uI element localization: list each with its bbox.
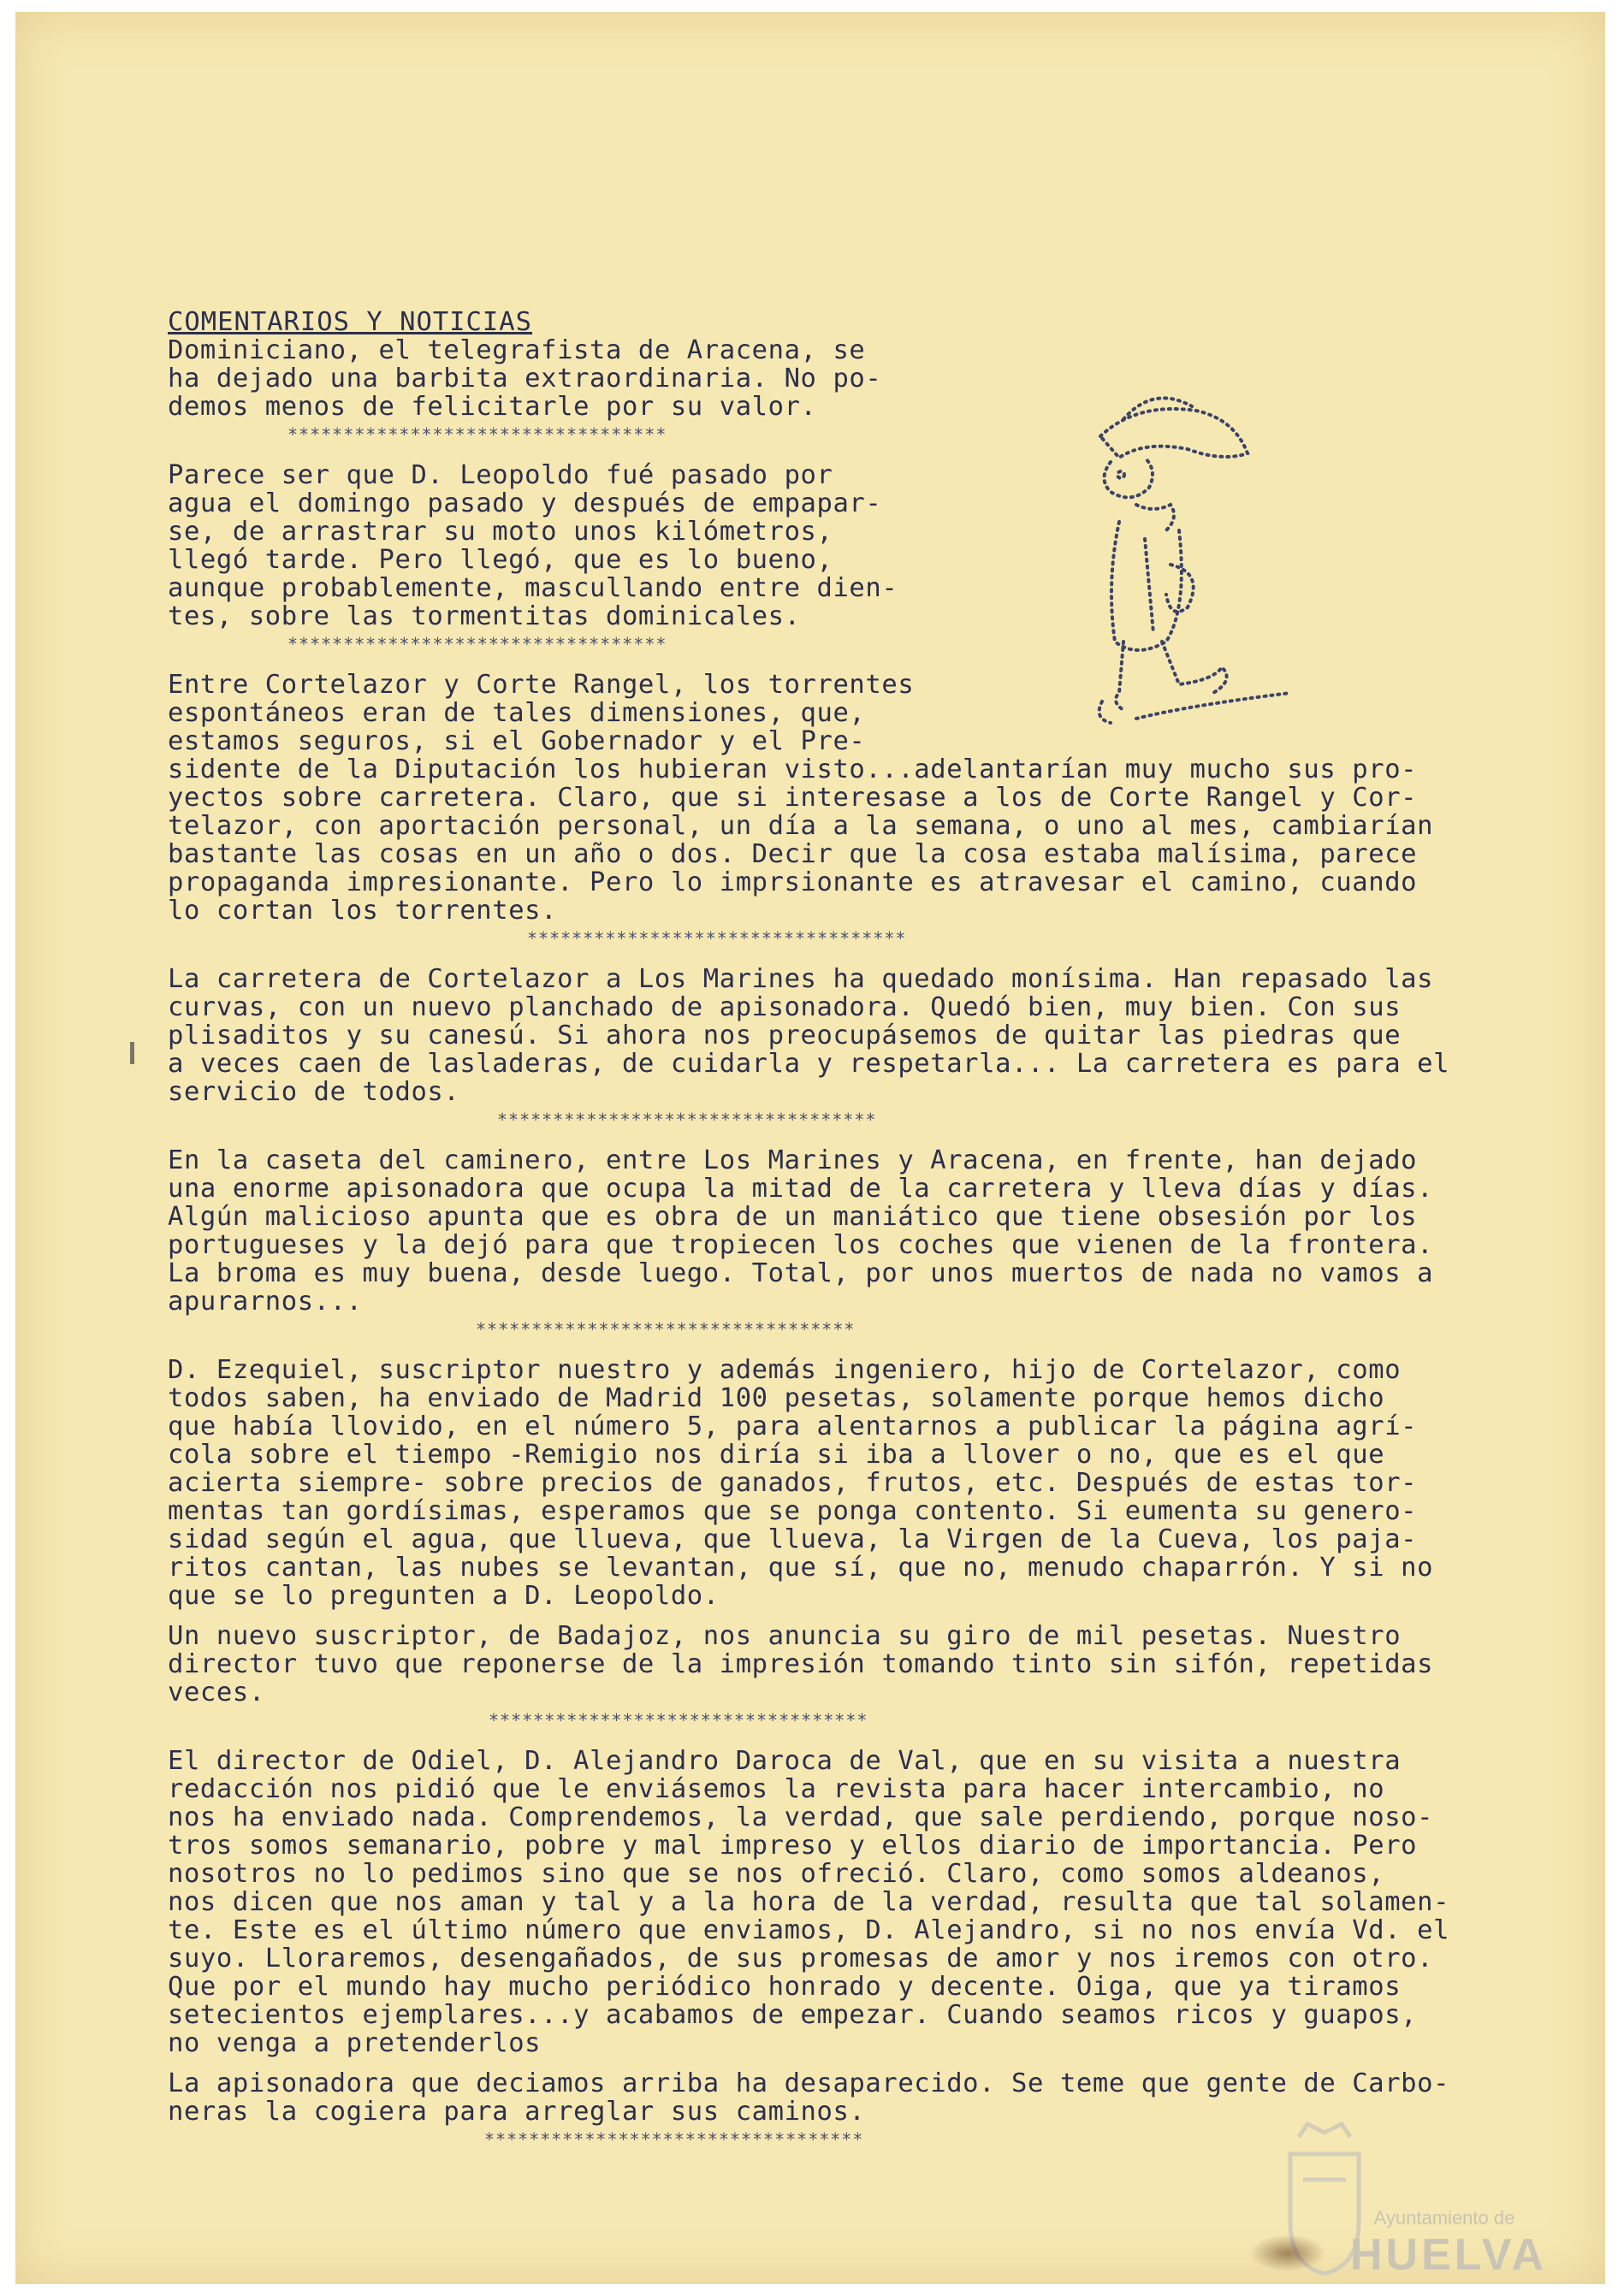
text-line: Parece ser que D. Leopoldo fué pasado por	[168, 460, 833, 490]
text-line: Dominiciano, el telegrafista de Aracena, se	[168, 335, 866, 365]
paragraph-5	[168, 1146, 1520, 1316]
ink-stain	[1249, 2234, 1326, 2272]
watermark-line-1: Ayuntamiento de	[1373, 2207, 1515, 2228]
text-line: curvas, con un nuevo planchado de apisonadora. Quedó bien, muy bien. Con sus	[168, 992, 1402, 1022]
separator: **********************************	[287, 634, 667, 654]
paragraph-6	[168, 1356, 1520, 1610]
text-line: llegó tarde. Pero llegó, que es lo bueno,	[168, 545, 833, 575]
text-line: tros somos semanario, pobre y mal impreso y ellos diario de importancia. Pero	[168, 1831, 1418, 1861]
text-line: La carretera de Cortelazor a Los Marines ha quedado monísima. Han repasado las	[168, 964, 1434, 994]
text-line: Entre Cortelazor y Corte Rangel, los torrentes	[168, 670, 915, 700]
text-line: propaganda impresionante. Pero lo imprsionante es atravesar el camino, cuando	[168, 867, 1418, 897]
text-line: aunque probablemente, mascullando entre dien-	[168, 573, 898, 603]
separator: **********************************	[287, 424, 667, 445]
text-line: D. Ezequiel, suscriptor nuestro y además ingeniero, hijo de Cortelazor, como	[168, 1355, 1402, 1385]
text-line: se, de arrastrar su moto unos kilómetros,	[168, 517, 833, 547]
paragraph-9	[168, 2069, 1520, 2126]
text-line: ha dejado una barbita extraordinaria. No po-	[168, 364, 882, 394]
text-line: espontáneos eran de tales dimensiones, que,	[168, 698, 866, 728]
text-line: director tuvo que reponerse de la impresión tomando tinto sin sifón, repetidas	[168, 1649, 1434, 1679]
text-line: redacción nos pidió que le enviásemos la revista para hacer intercambio, no	[168, 1774, 1385, 1804]
text-line: servicio de todos.	[168, 1077, 460, 1107]
text-line: suyo. Lloraremos, desengañados, de sus promesas de amor y nos iremos con otro.	[168, 1944, 1434, 1973]
text-line: nos dicen que nos aman y tal y a la hora de la verdad, resulta que tal solamen-	[168, 1887, 1450, 1917]
text-line: una enorme apisonadora que ocupa la mitad de la carretera y lleva días y días.	[168, 1174, 1434, 1204]
text-line: apurarnos...	[168, 1287, 363, 1317]
text-line: nosotros no lo pedimos sino que se nos ofreció. Claro, como somos aldeanos,	[168, 1859, 1385, 1889]
text-line: En la caseta del caminero, entre Los Marines y Aracena, en frente, han dejado	[168, 1145, 1418, 1175]
text-line: setecientos ejemplares...y acabamos de empezar. Cuando seamos ricos y guapos,	[168, 2000, 1418, 2030]
paragraph-1	[168, 336, 1520, 421]
separator: **********************************	[527, 928, 907, 949]
paragraph-2	[168, 461, 1520, 630]
text-line: Algún malicioso apunta que es obra de un maniático que tiene obsesión por los	[168, 1202, 1418, 1232]
text-line: La apisonadora que deciamos arriba ha desaparecido. Se teme que gente de Carbo-	[168, 2068, 1450, 2098]
text-line: demos menos de felicitarle por su valor.	[168, 392, 817, 422]
separator: **********************************	[476, 1319, 856, 1340]
text-line: ritos cantan, las nubes se levantan, que sí, que no, menudo chaparrón. Y si no	[168, 1553, 1434, 1583]
text-line: neras la cogiera para arreglar sus caminos.	[168, 2097, 866, 2127]
text-line: sidente de la Diputación los hubieran visto...adelantarían muy mucho sus pro-	[168, 754, 1418, 784]
text-line: a veces caen de lasladeras, de cuidarla y respetarla... La carretera es para el	[168, 1049, 1450, 1079]
text-line: cola sobre el tiempo -Remigio nos diría si iba a llover o no, que es el que	[168, 1440, 1385, 1470]
paragraph-7	[168, 1622, 1520, 1707]
page-title: COMENTARIOS Y NOTICIAS	[168, 307, 532, 337]
separator: **********************************	[484, 2129, 864, 2150]
margin-mark	[130, 1042, 134, 1064]
text-line: La broma es muy buena, desde luego. Total, por unos muertos de nada no vamos a	[168, 1258, 1434, 1288]
text-line: que había llovido, en el número 5, para alentarnos a publicar la página agrí-	[168, 1411, 1418, 1441]
text-line: todos saben, ha enviado de Madrid 100 pesetas, solamente porque hemos dicho	[168, 1383, 1385, 1413]
text-line: te. Este es el último número que enviamos, D. Alejandro, si no nos envía Vd. el	[168, 1915, 1450, 1945]
paragraph-8	[168, 1747, 1520, 2057]
text-line: Un nuevo suscriptor, de Badajoz, nos anuncia su giro de mil pesetas. Nuestro	[168, 1621, 1402, 1651]
text-line: sidad según el agua, que llueva, que llueva, la Virgen de la Cueva, los paja-	[168, 1524, 1418, 1554]
text-line: agua el domingo pasado y después de empapar-	[168, 488, 882, 518]
text-line: bastante las cosas en un año o dos. Decir que la cosa estaba malísima, parece	[168, 839, 1418, 869]
text-line: El director de Odiel, D. Alejandro Daroca de Val, que en su visita a nuestra	[168, 1746, 1402, 1776]
dotted-figure-illustration	[1085, 385, 1307, 744]
text-line: que se lo pregunten a D. Leopoldo.	[168, 1581, 720, 1611]
watermark-line-2: HUELVA	[1350, 2230, 1548, 2280]
text-line: Que por el mundo hay mucho periódico honrado y decente. Oiga, que ya tiramos	[168, 1972, 1402, 2002]
text-line: estamos seguros, si el Gobernador y el Pre-	[168, 726, 866, 756]
paragraph-3	[168, 671, 1520, 925]
text-line: portugueses y la dejó para que tropiecen los coches que vienen de la frontera.	[168, 1230, 1434, 1260]
text-line: acierta siempre- sobre precios de ganados, frutos, etc. Después de estas tor-	[168, 1468, 1418, 1498]
text-line: lo cortan los torrentes.	[168, 896, 558, 926]
separator: **********************************	[497, 1110, 877, 1130]
text-line: tes, sobre las tormentitas dominicales.	[168, 601, 801, 631]
text-line: plisaditos y su canesú. Si ahora nos preocupásemos de quitar las piedras que	[168, 1021, 1402, 1050]
separator: **********************************	[489, 1710, 868, 1731]
paragraph-4	[168, 965, 1520, 1106]
text-line: yectos sobre carretera. Claro, que si interesase a los de Corte Rangel y Cor-	[168, 783, 1418, 813]
typed-page	[168, 308, 1520, 2154]
text-line: telazor, con aportación personal, un día a la semana, o uno al mes, cambiarían	[168, 811, 1434, 841]
text-line: nos ha enviado nada. Comprendemos, la verdad, que sale perdiendo, porque noso-	[168, 1802, 1434, 1832]
text-line: no venga a pretenderlos	[168, 2028, 542, 2058]
text-line: mentas tan gordísimas, esperamos que se ponga contento. Si eumenta su genero-	[168, 1496, 1418, 1526]
text-line: veces.	[168, 1678, 265, 1707]
